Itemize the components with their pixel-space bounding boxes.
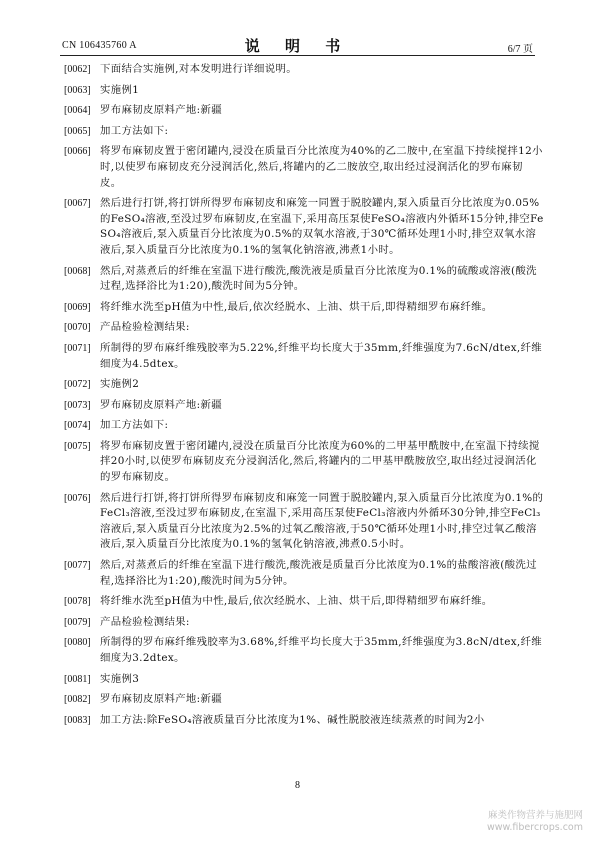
paragraph	[64, 83, 544, 99]
paragraph-text: 产品检验检测结果:	[100, 321, 190, 334]
header-divider	[60, 55, 535, 56]
paragraph	[64, 103, 544, 119]
paragraph	[64, 124, 544, 140]
paragraph	[64, 615, 544, 631]
paragraph-text: 所制得的罗布麻纤维残胶率为3.68%,纤维平均长度大于35mm,纤维强度为3.8cN/dtex,纤维细度为3.2dtex。	[100, 636, 543, 664]
paragraph	[64, 320, 544, 336]
paragraph	[64, 398, 544, 414]
paragraph-text: 加工方法如下:	[100, 124, 169, 137]
paragraph-number: [0079]	[64, 616, 91, 628]
paragraph-text: 将罗布麻韧皮置于密闭罐内,浸没在质量百分比浓度为60%的二甲基甲酰胺中,在室温下持续搅拌20小时,以使罗布麻韧皮充分浸润活化,然后,将罐内的二甲基甲酰胺放空,取出经过浸润活化的罗布麻韧皮。	[100, 439, 540, 484]
paragraph-text: 实施例2	[100, 378, 140, 391]
paragraph-number: [0066]	[64, 146, 91, 158]
paragraph-number: [0081]	[64, 673, 91, 685]
paragraph	[64, 377, 544, 393]
paragraph-number: [0069]	[64, 301, 91, 313]
paragraph	[64, 144, 544, 191]
paragraph-number: [0063]	[64, 84, 91, 96]
paragraph-text: 实施例1	[100, 83, 140, 96]
document-body	[64, 62, 544, 733]
paragraph-number: [0082]	[64, 694, 91, 706]
paragraph-text: 将纤维水洗至pH值为中性,最后,依次经脱水、上油、烘干后,即得精细罗布麻纤维。	[100, 300, 493, 313]
paragraph-number: [0068]	[64, 265, 91, 277]
page-header	[0, 0, 595, 56]
paragraph-number: [0074]	[64, 420, 91, 432]
paragraph	[64, 439, 544, 486]
paragraph-number: [0083]	[64, 714, 91, 726]
paragraph	[64, 418, 544, 434]
paragraph	[64, 62, 544, 78]
paragraph-number: [0072]	[64, 379, 91, 391]
paragraph-number: [0062]	[64, 64, 91, 75]
paragraph-number: [0070]	[64, 322, 91, 334]
paragraph	[64, 713, 544, 729]
paragraph-text: 罗布麻韧皮原料产地:新疆	[100, 398, 222, 411]
paragraph-text: 下面结合实施例,对本发明进行详细说明。	[100, 63, 297, 75]
paragraph	[64, 264, 544, 295]
paragraph-text: 实施例3	[100, 672, 140, 685]
paragraph-text: 所制得的罗布麻纤维残胶率为5.22%,纤维平均长度大于35mm,纤维强度为7.6cN/dtex,纤维细度为4.5dtex。	[100, 341, 543, 370]
watermark	[487, 810, 583, 834]
paragraph-text: 加工方法:除FeSO₄溶液质量百分比浓度为1%、碱性脱胶液连续蒸煮的时间为2小	[100, 713, 485, 726]
paragraph-text: 将纤维水洗至pH值为中性,最后,依次经脱水、上油、烘干后,即得精细罗布麻纤维。	[100, 595, 493, 608]
paragraph-text: 加工方法如下:	[100, 419, 169, 432]
paragraph	[64, 635, 544, 666]
paragraph	[64, 594, 544, 610]
paragraph	[64, 692, 544, 708]
paragraph	[64, 341, 544, 372]
paragraph-number: [0078]	[64, 596, 91, 608]
paragraph-number: [0071]	[64, 342, 91, 354]
paragraph	[64, 300, 544, 316]
paragraph-text: 将罗布麻韧皮置于密闭罐内,浸没在质量百分比浓度为40%的乙二胺中,在室温下持续搅拌12小时,以使罗布麻韧皮充分浸润活化,然后,将罐内的乙二胺放空,取出经过浸润活化的罗布麻韧皮。	[100, 145, 543, 189]
watermark-url: www.fibercrops.com	[486, 822, 583, 833]
paragraph-text: 产品检验检测结果:	[100, 615, 190, 628]
paragraph	[64, 558, 544, 589]
publication-number: CN 106435760 A	[62, 40, 137, 51]
paragraph-number: [0076]	[64, 492, 91, 504]
paragraph-number: [0064]	[64, 105, 91, 117]
document-title: 说 明 书	[244, 37, 351, 55]
page-indicator: 6/7 页	[507, 44, 533, 55]
watermark-site-name: 麻类作物营养与施肥网	[487, 810, 583, 821]
paragraph-number: [0080]	[64, 637, 91, 649]
paragraph-text: 然后进行打饼,将打饼所得罗布麻韧皮和麻笼一同置于脱胶罐内,泵入质量百分比浓度为0.05%的FeSO₄溶液,至没过罗布麻韧皮,在室温下,采用高压泵使FeSO₄溶液内外循环15分钟,排空FeSO₄溶液后,泵入质量百分比浓度为0.5%的双氧水溶液,于30℃循环处理1小时,排空双氧水溶液后,泵入质量百分比浓度为0.1%的氢氧化钠溶液,沸煮1小时。	[100, 197, 544, 256]
paragraph-number: [0067]	[64, 198, 91, 210]
paragraph-text: 然后,对蒸煮后的纤维在室温下进行酸洗,酸洗液是质量百分比浓度为0.1%的盐酸溶液(酸洗过程,选择浴比为1:20),酸洗时间为5分钟。	[100, 559, 537, 587]
paragraph-text: 罗布麻韧皮原料产地:新疆	[100, 693, 222, 706]
paragraph	[64, 491, 544, 553]
paragraph	[64, 196, 544, 258]
paragraph-text: 罗布麻韧皮原料产地:新疆	[100, 104, 222, 117]
paragraph-number: [0073]	[64, 399, 91, 411]
paragraph-number: [0065]	[64, 125, 91, 137]
paragraph-number: [0077]	[64, 560, 91, 572]
paragraph-number: [0075]	[64, 440, 91, 452]
paragraph-text: 然后,对蒸煮后的纤维在室温下进行酸洗,酸洗液是质量百分比浓度为0.1%的硫酸或溶液(酸洗过程,选择浴比为1:20),酸洗时间为5分钟。	[100, 264, 537, 293]
page-number: 8	[295, 780, 300, 791]
paragraph	[64, 672, 544, 688]
paragraph-text: 然后进行打饼,将打饼所得罗布麻韧皮和麻笼一同置于脱胶罐内,泵入质量百分比浓度为0.1%的FeCl₃溶液,至没过罗布麻韧皮,在室温下,采用高压泵使FeCl₃溶液内外循环30分钟,排空FeCl₃溶液后,泵入质量百分比浓度为2.5%的过氧乙酸溶液,于50℃循环处理1小时,排空过氧乙酸溶液后,泵入质量百分比浓度为0.1%的氢氧化钠溶液,沸煮0.5小时。	[100, 491, 544, 551]
